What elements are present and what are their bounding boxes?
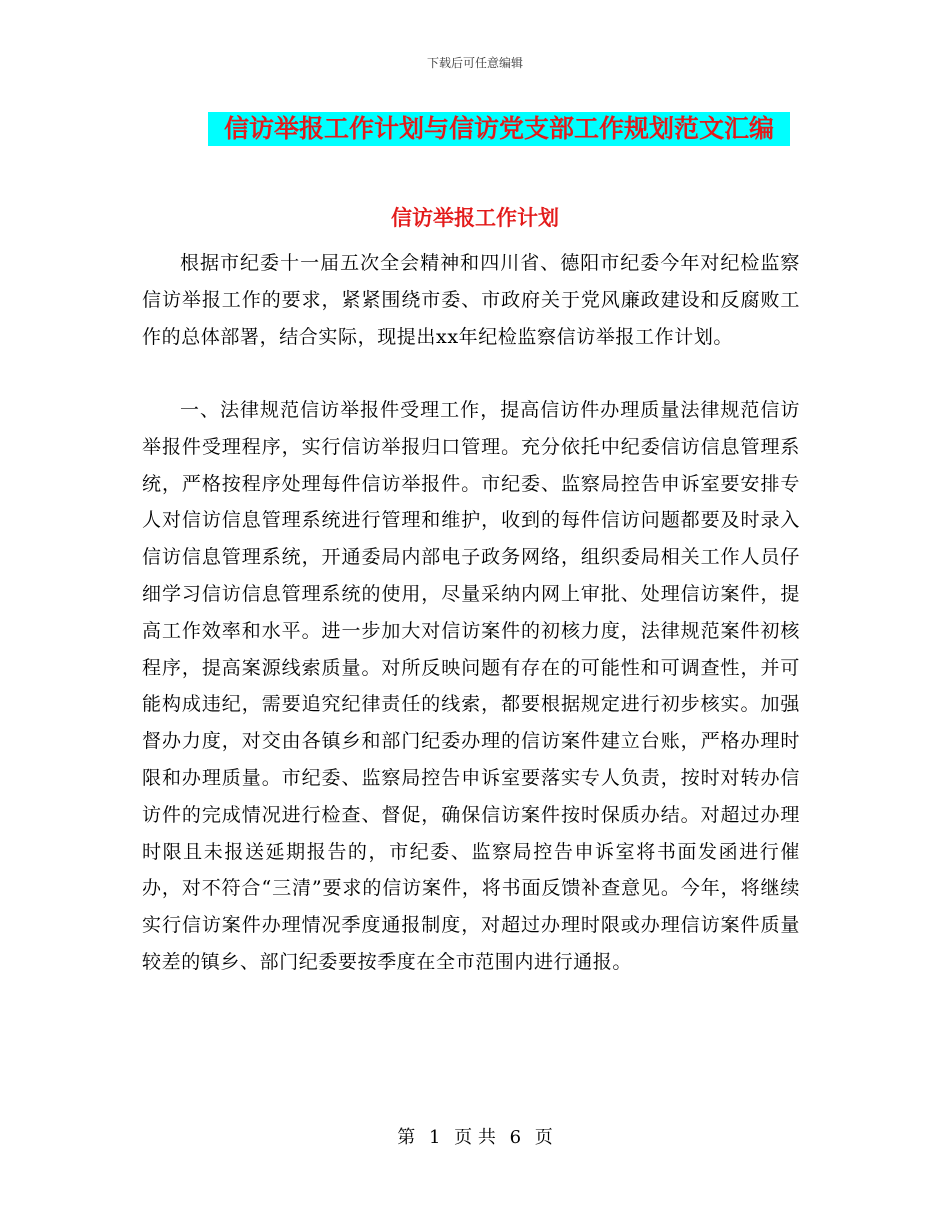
document-title-highlight: [208, 112, 790, 146]
section-title: 信访举报工作计划: [391, 206, 559, 230]
header-note: 下载后可任意编辑: [426, 56, 523, 70]
document-title: 信访举报工作计划与信访党支部工作规划范文汇编: [223, 114, 774, 143]
footer-page-number: 1: [428, 1127, 441, 1148]
paragraph-intro: 根据市纪委十一届五次全会精神和四川省、德阳市纪委今年对纪检监察信访举报工作的要求，紧紧围绕市委、市政府关于党风廉政建设和反腐败工作的总体部署，结合实际，现提出xx年纪检监察信访举报工作计划。: [142, 252, 800, 348]
footer-mid: 页 共: [454, 1127, 496, 1148]
footer-total-pages: 6: [509, 1127, 522, 1148]
footer-suffix: 页: [534, 1127, 553, 1148]
footer-prefix: 第: [397, 1127, 416, 1148]
paragraph-section-one: 一、法律规范信访举报件受理工作，提高信访件办理质量法律规范信访举报件受理程序，实行信访举报归口管理。充分依托中纪委信访信息管理系统，严格按程序处理每件信访举报件。市纪委、监察局控告申诉室要安排专人对信访信息管理系统进行管理和维护，收到的每件信访问题都要及时录入信访信息管理系统，开通委局内部电子政务网络，组织委局相关工作人员仔细学习信访信息管理系统的使用，尽量采纳内网上审批、处理信访案件，提高工作效率和水平。进一步加大对信访案件的初核力度，法律规范案件初核程序，提高案源线索质量。对所反映问题有存在的可能性和可调查性，并可能构成违纪，需要追究纪律责任的线索，都要根据规定进行初步核实。加强督办力度，对交由各镇乡和部门纪委办理的信访案件建立台账，严格办理时限和办理质量。市纪委、监察局控告申诉室要落实专人负责，按时对转办信访件的完成情况进行检查、督促，确保信访案件按时保质办结。对超过办理时限且未报送延期报告的，市纪委、监察局控告申诉室将书面发函进行催办，对不符合“三清”要求的信访案件，将书面反馈补查意见。今年，将继续实行信访案件办理情况季度通报制度，对超过办理时限或办理信访案件质量较差的镇乡、部门纪委要按季度在全市范围内进行通报。: [142, 399, 800, 973]
page-footer: [0, 1123, 950, 1149]
